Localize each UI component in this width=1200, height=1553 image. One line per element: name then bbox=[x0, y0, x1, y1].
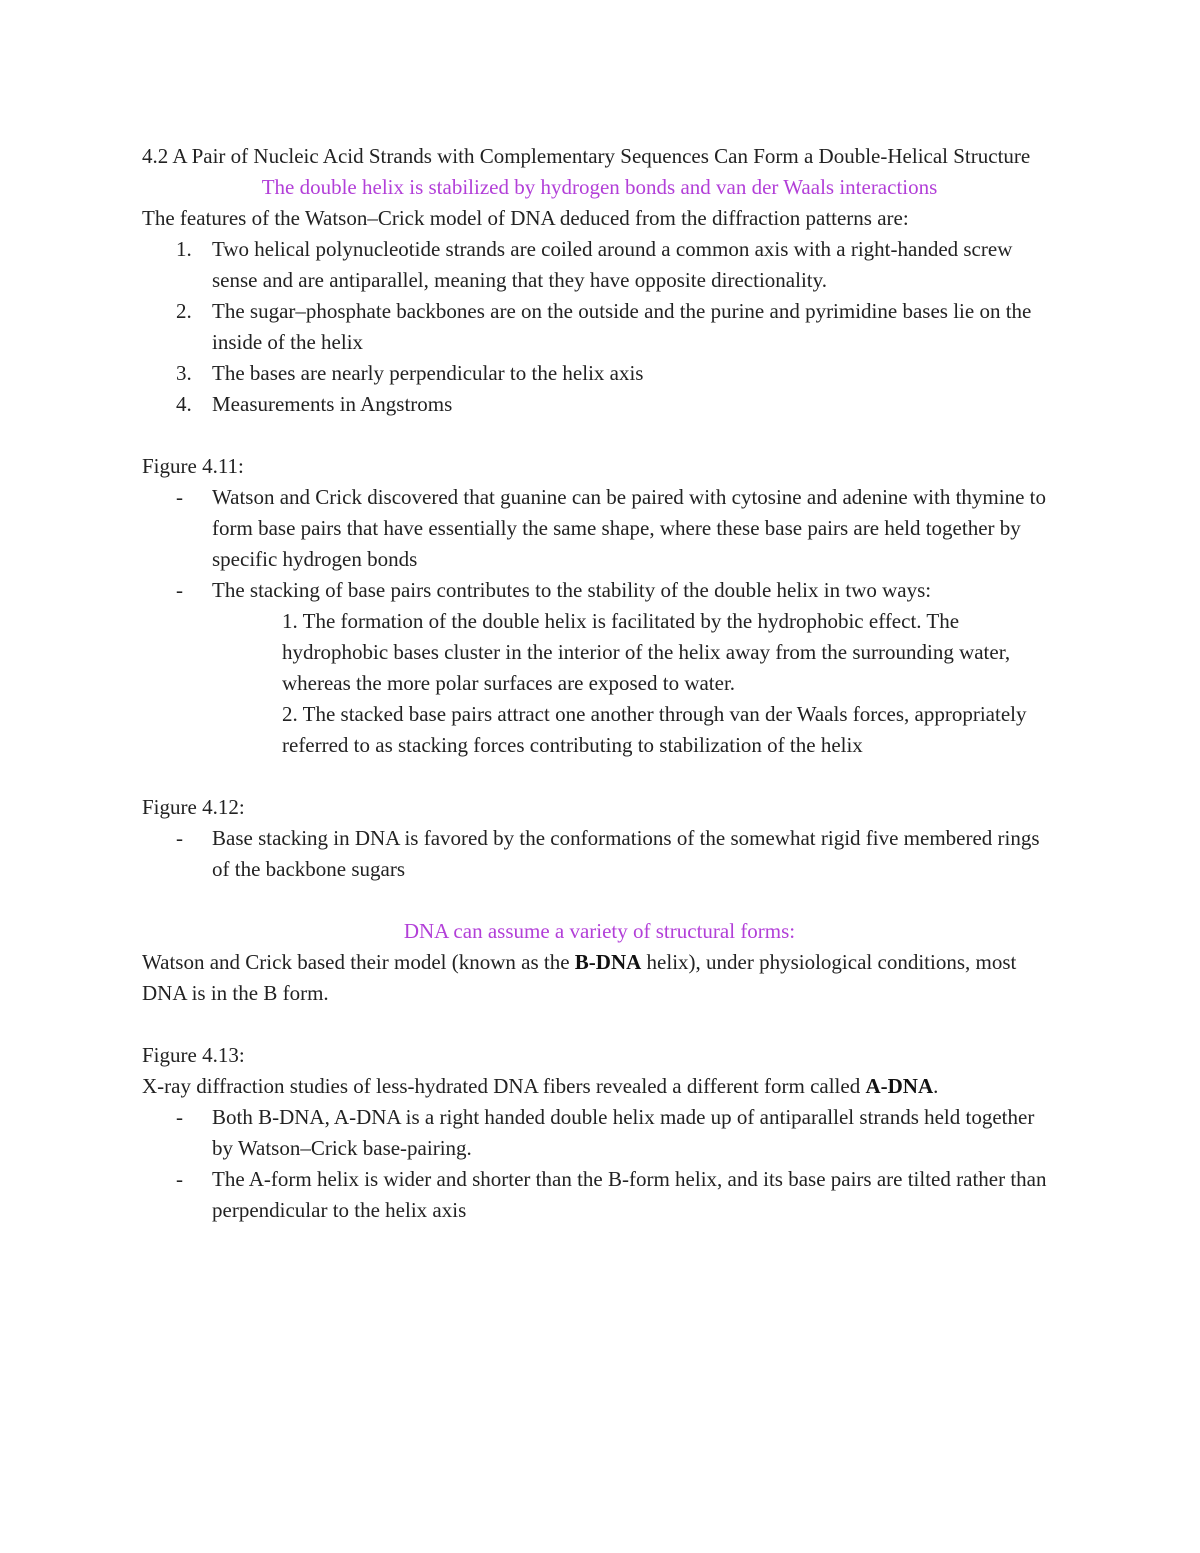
bdna-text-before: Watson and Crick based their model (known as the bbox=[142, 950, 575, 974]
features-intro: The features of the Watson–Crick model of DNA deduced from the diffraction patterns are: bbox=[142, 206, 909, 230]
bullet-item bbox=[142, 823, 1057, 885]
list-item bbox=[142, 296, 1057, 358]
list-item-text: Measurements in Angstroms bbox=[212, 392, 453, 416]
bullet-item bbox=[142, 482, 1057, 575]
document-body bbox=[142, 141, 1057, 1226]
bullet-text: The stacking of base pairs contributes to the stability of the double helix in two ways: bbox=[212, 578, 932, 602]
dash-marker: - bbox=[176, 826, 183, 850]
bullet-text: Watson and Crick discovered that guanine can be paired with cytosine and adenine with thymine to form base pairs that have essentially the same shape, where these base pairs are held together by specific hydrogen bonds bbox=[212, 485, 1046, 571]
dash-marker: - bbox=[176, 1167, 183, 1191]
blank-line bbox=[142, 420, 1057, 451]
blank-line bbox=[142, 1009, 1057, 1040]
list-item bbox=[142, 389, 1057, 420]
features-list bbox=[142, 234, 1057, 420]
section-title: 4.2 A Pair of Nucleic Acid Strands with Complementary Sequences Can Form a Double-Helical Structure bbox=[142, 144, 1031, 168]
adna-text-before: X-ray diffraction studies of less-hydrated DNA fibers revealed a different form called bbox=[142, 1074, 866, 1098]
blank-line bbox=[142, 761, 1057, 792]
list-number: 4. bbox=[176, 392, 192, 416]
figure-4-13-label: Figure 4.13: bbox=[142, 1043, 245, 1067]
figure-4-13-bullets bbox=[142, 1102, 1057, 1226]
blank-line bbox=[142, 885, 1057, 916]
bullet-text: Base stacking in DNA is favored by the conformations of the somewhat rigid five membered rings of the backbone sugars bbox=[212, 826, 1040, 881]
stacking-point-2: 2. The stacked base pairs attract one another through van der Waals forces, appropriately referred to as stacking forces contributing to stabilization of the helix bbox=[282, 702, 1027, 757]
dash-marker: - bbox=[176, 485, 183, 509]
dash-marker: - bbox=[176, 1105, 183, 1129]
list-item bbox=[142, 234, 1057, 296]
figure-4-11-label: Figure 4.11: bbox=[142, 454, 244, 478]
bdna-text-after: helix), under physiological conditions, most DNA is in the B form. bbox=[142, 950, 1017, 1005]
list-item-text: The bases are nearly perpendicular to the helix axis bbox=[212, 361, 644, 385]
figure-4-12-label: Figure 4.12: bbox=[142, 795, 245, 819]
bullet-item bbox=[142, 1164, 1057, 1226]
list-number: 3. bbox=[176, 361, 192, 385]
list-item-text: Two helical polynucleotide strands are coiled around a common axis with a right-handed screw sense and are antiparallel, meaning that they have opposite directionality. bbox=[212, 237, 1013, 292]
subheading-structural-forms: DNA can assume a variety of structural forms: bbox=[403, 919, 796, 943]
figure-4-12-bullets bbox=[142, 823, 1057, 885]
dash-marker: - bbox=[176, 578, 183, 602]
bdna-term: B-DNA bbox=[574, 950, 642, 974]
list-item bbox=[142, 358, 1057, 389]
stacking-point-1: 1. The formation of the double helix is facilitated by the hydrophobic effect. The hydrophobic bases cluster in the interior of the helix away from the surrounding water, whereas the more polar surfaces are exposed to water. bbox=[282, 609, 1011, 695]
bullet-item bbox=[142, 1102, 1057, 1164]
figure-4-11-bullets bbox=[142, 482, 1057, 606]
adna-text-after: . bbox=[933, 1074, 939, 1098]
bdna-paragraph bbox=[142, 947, 1057, 1009]
adna-intro bbox=[142, 1071, 1057, 1102]
list-number: 1. bbox=[176, 237, 192, 261]
adna-term: A-DNA bbox=[865, 1074, 934, 1098]
bullet-item bbox=[142, 575, 1057, 606]
list-item-text: The sugar–phosphate backbones are on the outside and the purine and pyrimidine bases lie on the inside of the helix bbox=[212, 299, 1032, 354]
subheading-double-helix: The double helix is stabilized by hydrogen bonds and van der Waals interactions bbox=[261, 175, 938, 199]
list-number: 2. bbox=[176, 299, 192, 323]
bullet-text: Both B-DNA, A-DNA is a right handed double helix made up of antiparallel strands held together by Watson–Crick base-pairing. bbox=[212, 1105, 1035, 1160]
bullet-text: The A-form helix is wider and shorter than the B-form helix, and its base pairs are tilted rather than perpendicular to the helix axis bbox=[212, 1167, 1047, 1222]
